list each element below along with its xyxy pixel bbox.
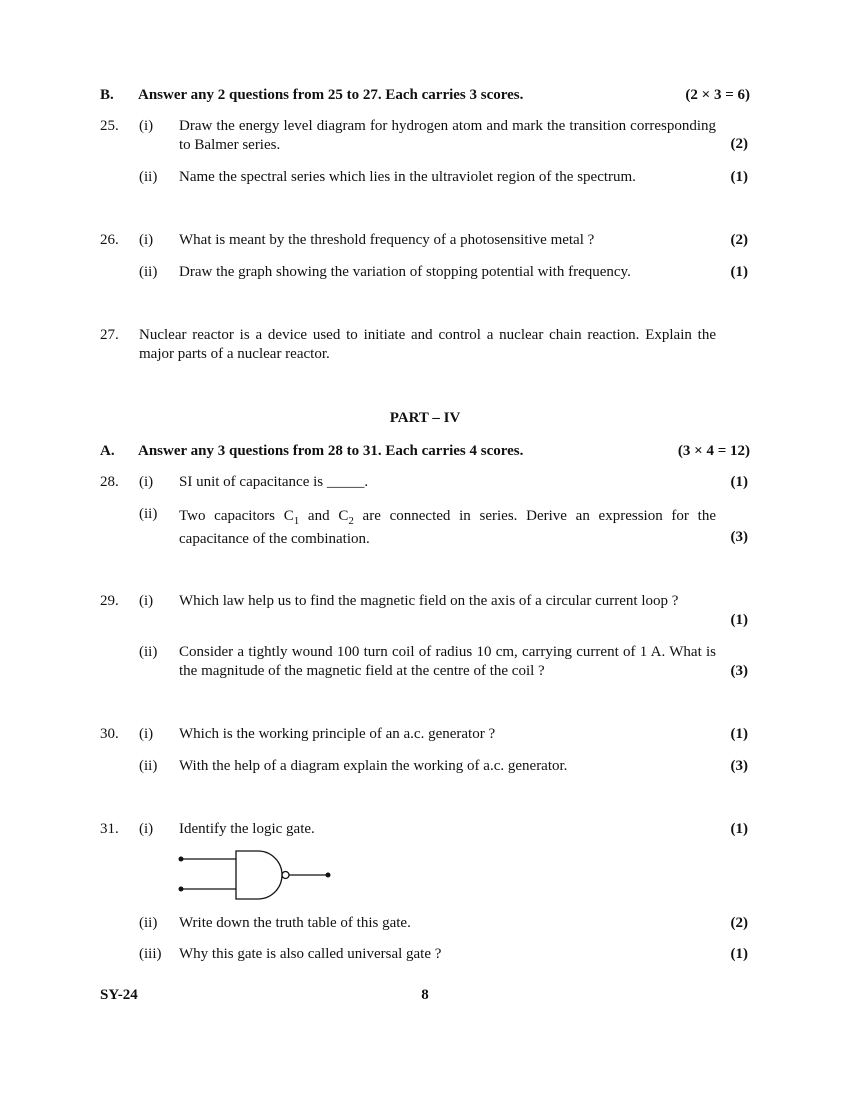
question-25-number: 25. [100, 118, 119, 134]
answer-blank: _____ [326, 474, 365, 490]
question-29-part-i-text: Which law help us to find the magnetic field on the axis of a circular current loop ? [179, 593, 679, 609]
question-31-part-i-text: Identify the logic gate. [179, 821, 315, 837]
q28-text-b: and C [299, 508, 349, 524]
question-30-number: 30. [100, 726, 119, 742]
question-30-part-ii-mark: (3) [730, 758, 748, 774]
question-29-part-i-mark: (1) [730, 612, 748, 628]
q28-text-a: Two capacitors C [179, 508, 294, 524]
question-30-part-ii-text: With the help of a diagram explain the working of a.c. generator. [179, 758, 568, 774]
question-31-part-i-label: (i) [139, 821, 154, 837]
question-30-part-ii-label: (ii) [139, 758, 158, 774]
section-b-instruction: Answer any 2 questions from 25 to 27. Each carries 3 scores. [138, 87, 524, 103]
q28-subscript-1: 1 [293, 515, 300, 527]
question-28-part-i-mark: (1) [730, 474, 748, 490]
gate-input-a-terminal [179, 857, 184, 862]
part-title: PART – IV [389, 410, 461, 426]
question-30-part-i-mark: (1) [730, 726, 748, 742]
question-29-part-ii-text: Consider a tightly wound 100 turn coil of radius 10 cm, carrying current of 1 A. What is the magnitude of the magnetic field at the centre of the coil ? [179, 644, 716, 679]
section-b-letter: B. [100, 87, 114, 103]
question-25-part-ii-mark: (1) [730, 169, 748, 185]
question-26-part-i-text: What is meant by the threshold frequency of a photosensitive metal ? [179, 232, 595, 248]
question-25-part-i-label: (i) [139, 118, 154, 134]
gate-input-b-terminal [179, 887, 184, 892]
question-27-text: Nuclear reactor is a device used to initiate and control a nuclear chain reaction. Explain the major parts of a nuclear reactor. [139, 327, 716, 362]
question-28-number: 28. [100, 474, 119, 490]
question-31-part-ii-text: Write down the truth table of this gate. [179, 915, 411, 931]
q28-subscript-2: 2 [348, 515, 354, 527]
nand-gate-bubble [282, 872, 289, 879]
question-29-part-ii-mark: (3) [730, 663, 748, 679]
question-29-part-ii-label: (ii) [139, 644, 158, 660]
question-26-part-i-mark: (2) [730, 232, 748, 248]
question-31-part-iii-label: (iii) [139, 946, 162, 962]
footer-page-number: 8 [421, 987, 429, 1003]
question-26-part-ii-mark: (1) [730, 264, 748, 280]
question-28-part-i-text-main: SI unit of capacitance is [179, 474, 324, 490]
question-25-part-i-mark: (2) [730, 136, 748, 152]
question-28-part-i-label: (i) [139, 474, 154, 490]
question-28-part-ii-mark: (3) [730, 529, 748, 545]
question-25-part-i-text: Draw the energy level diagram for hydrogen atom and mark the transition corresponding to Balmer series. [179, 118, 716, 153]
question-25-part-ii-label: (ii) [139, 169, 158, 185]
section-a-letter: A. [100, 443, 115, 459]
question-26-part-ii-label: (ii) [139, 264, 158, 280]
question-31-part-ii-label: (ii) [139, 915, 158, 931]
question-30-part-i-text: Which is the working principle of an a.c. generator ? [179, 726, 496, 742]
question-31-part-iii-mark: (1) [730, 946, 748, 962]
question-31-number: 31. [100, 821, 119, 837]
gate-output-terminal [326, 873, 331, 878]
question-25-part-ii-text: Name the spectral series which lies in the ultraviolet region of the spectrum. [179, 169, 636, 185]
question-28-part-ii-label: (ii) [139, 506, 158, 522]
question-31-part-i-mark: (1) [730, 821, 748, 837]
question-26-part-i-label: (i) [139, 232, 154, 248]
question-30-part-i-label: (i) [139, 726, 154, 742]
section-a-instruction: Answer any 3 questions from 28 to 31. Each carries 4 scores. [138, 443, 524, 459]
footer-paper-code: SY-24 [100, 987, 138, 1003]
question-26-number: 26. [100, 232, 119, 248]
q28-text-c: are connected in series. Derive an expression for the capacitance of the combination. [179, 508, 716, 547]
question-31-part-ii-mark: (2) [730, 915, 748, 931]
question-28-part-i-period: . [364, 474, 369, 490]
question-29-part-i-label: (i) [139, 593, 154, 609]
section-b-score: (2 × 3 = 6) [685, 87, 750, 103]
question-26-part-ii-text: Draw the graph showing the variation of stopping potential with frequency. [179, 264, 631, 280]
section-a-score: (3 × 4 = 12) [677, 443, 750, 459]
question-31-part-iii-text: Why this gate is also called universal gate ? [179, 946, 442, 962]
nand-gate-body [236, 851, 282, 899]
question-27-number: 27. [100, 327, 119, 343]
question-29-number: 29. [100, 593, 119, 609]
